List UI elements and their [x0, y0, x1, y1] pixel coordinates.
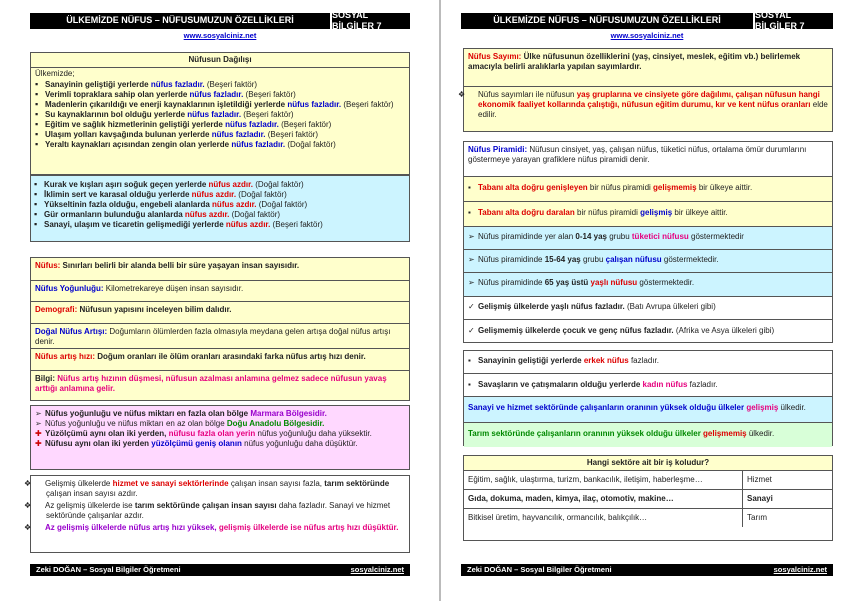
def-bilgi: Bilgi: Nüfus artış hızının düşmesi, nüfusun azalması anlamına gelmez sadece nüfusun yavaş arttığı anlamına gelir. [31, 370, 409, 397]
list-item: ▪ Eğitim ve sağlık hizmetlerinin geliştiği yerlerde nüfus fazladır. (Beşeri faktör) [35, 120, 405, 130]
region-item: ➢ Nüfus yoğunluğu ve nüfus miktarı en fazla olan bölge Marmara Bölgesidir. [35, 409, 327, 418]
pyramid-item: ▪ Tabanı alta doğru genişleyen bir nüfus piramidi gelişmemiş bir ülkeye aittir. [464, 176, 832, 201]
def-dogal-artis: Doğal Nüfus Artışı: Doğumların ölümlerden fazla olmasıyla meydana gelen artışa doğal nüfus artışı denir. [31, 323, 409, 350]
def-demografi: Demografi: Nüfusun yapısını inceleyen bilim dalıdır. [31, 301, 409, 318]
table-cell-sector: Tarım [742, 509, 832, 527]
footer-site-link[interactable]: sosyalciniz.net [350, 565, 404, 575]
sector-table [463, 455, 833, 541]
pyramid-item: ▪ Tabanı alta doğru daralan bir nüfus piramidi gelişmiş bir ülkeye aittir. [464, 201, 832, 226]
development-box [24, 475, 410, 553]
list-item: ▪ Verimli topraklara sahip olan yerlerde nüfus fazladır. (Beşeri faktör) [35, 90, 405, 100]
pyramid-box [463, 141, 833, 296]
footer-author: Zeki DOĞAN – Sosyal Bilgiler Öğretmeni [36, 565, 181, 575]
list-item: ▪ Sanayi, ulaşım ve ticaretin gelişmediği yerlerde nüfus azdır. (Beşeri faktör) [34, 220, 406, 230]
table-row [464, 508, 832, 527]
page-footer [30, 564, 410, 576]
gender-item: ▪ Savaşların ve çatışmaların olduğu yerlerde kadın nüfus fazladır. [464, 373, 832, 396]
header-url[interactable]: www.sosyalciniz.net [183, 31, 257, 40]
development-item: ❖ Gelişmiş ülkelerde hizmet ve sanayi sektörlerinde çalışan insan sayısı fazla, tarım sektöründe çalışan insan sayısı azdır. [24, 479, 390, 498]
def-artis-hizi: Nüfus artış hızı: Doğum oranları ile ölüm oranları arasındaki farka nüfus artış hızı denir. [31, 348, 409, 365]
sparse-box [30, 175, 410, 242]
table-row [464, 489, 832, 508]
pyramid-item: ✓ Gelişmiş ülkelerde yaşlı nüfus fazladır. (Batı Avrupa ülkeleri gibi) [464, 296, 832, 319]
definitions-box [30, 257, 410, 401]
page-right [440, 0, 854, 601]
table-cell-activity: Eğitim, sağlık, ulaştırma, turizm, bankacılık, iletişim, haberleşme… [468, 475, 703, 484]
table-cell-sector: Sanayi [742, 490, 832, 508]
pyramid-box-cont [463, 296, 833, 343]
list-item: ▪ İklimin sert ve karasal olduğu yerlerde nüfus azdır. (Doğal faktör) [34, 190, 406, 200]
list-item: ▪ Sanayinin geliştiği yerlerde nüfus fazladır. (Beşeri faktör) [35, 80, 405, 90]
pyramid-item: ➢ Nüfus piramidinde 65 yaş üstü yaşlı nüfusu göstermektedir. [464, 272, 832, 297]
gender-sector-box [463, 350, 833, 446]
table-cell-sector: Hizmet [742, 471, 832, 489]
region-item: ✚ Nüfusu aynı olan iki yerden yüzölçümü geniş olanın nüfus yoğunluğu daha düşüktür. [35, 439, 358, 448]
sector-item: Sanayi ve hizmet sektöründe çalışanların oranının yüksek olduğu ülkeler gelişmiş ülkedir. [464, 396, 832, 422]
footer-site-link[interactable]: sosyalciniz.net [773, 565, 827, 575]
sector-table-rows [464, 471, 832, 527]
sector-table-title: Hangi sektöre ait bir iş koludur? [464, 456, 832, 471]
page-header [461, 9, 833, 31]
pyramid-definition: Nüfus Piramidi: Nüfusun cinsiyet, yaş, çalışan nüfus, tüketici nüfus, ortalama ömür durumlarını göstermeye yarayan grafiklere nüfus piramidi denir. [468, 145, 807, 164]
table-cell-activity: Bitkisel üretim, hayvancılık, ormancılık, balıkçılık… [468, 513, 648, 522]
header-subject: SOSYAL BİLGİLER 7 [330, 13, 410, 29]
table-row [464, 471, 832, 489]
distribution-intro: Ülkemizde; [35, 69, 75, 78]
list-item: ▪ Gür ormanların bulunduğu alanlarda nüfus azdır. (Doğal faktör) [34, 210, 406, 220]
region-item: ➢ Nüfus yoğunluğu ve nüfus miktarı en az olan bölge Doğu Anadolu Bölgesidir. [35, 419, 325, 428]
region-item: ✚ Yüzölçümü aynı olan iki yerden, nüfusu fazla olan yerin nüfus yoğunluğu daha yüksektir. [35, 429, 372, 438]
regions-box [30, 405, 410, 470]
development-item: ❖ Az gelişmiş ülkelerde ise tarım sektöründe çalışan insan sayısı daha fazladır. Sanayi ve hizmet sektöründe çalışanlar azdır. [24, 501, 391, 520]
header-title: ÜLKEMİZDE NÜFUS – NÜFUSUMUZUN ÖZELLİKLERİ [461, 13, 753, 29]
development-item: ❖ Az gelişmiş ülkelerde nüfus artış hızı yüksek, gelişmiş ülkelerde ise nüfus artış hızı düşüktür. [24, 523, 399, 532]
list-item: ▪ Yükseltinin fazla olduğu, engebeli alanlarda nüfus azdır. (Doğal faktör) [34, 200, 406, 210]
footer-author: Zeki DOĞAN – Sosyal Bilgiler Öğretmeni [467, 565, 612, 575]
census-definition: Nüfus Sayımı: Ülke nüfusunun özelliklerini (yaş, cinsiyet, meslek, eğitim vb.) belirlemek amacıyla belirli aralıklarla yapılan sayımlardır. [468, 52, 801, 71]
header-subject: SOSYAL BİLGİLER 7 [753, 13, 833, 29]
pyramid-item: ➢ Nüfus piramidinde yer alan 0-14 yaş grubu tüketici nüfusu göstermektedir [464, 226, 832, 249]
table-cell-activity: Gıda, dokuma, maden, kimya, ilaç, otomotiv, makine… [468, 494, 674, 503]
census-box [458, 48, 833, 132]
pyramid-item: ➢ Nüfus piramidinde 15-64 yaş grubu çalışan nüfusu göstermektedir. [464, 249, 832, 272]
header-title: ÜLKEMİZDE NÜFUS – NÜFUSUMUZUN ÖZELLİKLERİ [30, 13, 330, 29]
sparse-list [34, 177, 406, 230]
list-item: ▪ Yeraltı kaynakları açısından zengin olan yerlerde nüfus fazladır. (Doğal faktör) [35, 140, 405, 150]
dense-list [31, 80, 409, 150]
def-nufus: Nüfus: Sınırları belirli bir alanda belli bir süre yaşayan insan sayısıdır. [35, 261, 300, 270]
distribution-title: Nüfusun Dağılışı [31, 53, 409, 68]
list-item: ▪ Ulaşım yolları kavşağında bulunan yerlerde nüfus fazladır. (Beşeri faktör) [35, 130, 405, 140]
gender-item: ▪ Sanayinin geliştiği yerlerde erkek nüfus fazladır. [464, 351, 832, 373]
census-info: ❖ Nüfus sayımları ile nüfusun yaş gruplarına ve cinsiyete göre dağılımı, çalışan nüfusun hangi ekonomik faaliyet kollarında çalıştığı, nüfusun eğitim durumu, kır ve kent nüfus oranları elde edilir. [464, 86, 832, 123]
list-item: ▪ Kurak ve kışları aşırı soğuk geçen yerlerde nüfus azdır. (Doğal faktör) [34, 180, 406, 190]
sector-item: Tarım sektöründe çalışanların oranının yüksek olduğu ülkeler gelişmemiş ülkedir. [464, 422, 832, 447]
page-header [30, 9, 410, 31]
list-item: ▪ Madenlerin çıkarıldığı ve enerji kaynaklarının işletildiği yerlerde nüfus fazladır. (Beşeri faktör) [35, 100, 405, 110]
distribution-box [30, 52, 410, 175]
list-item: ▪ Su kaynaklarının bol olduğu yerlerde nüfus fazladır. (Beşeri faktör) [35, 110, 405, 120]
header-url[interactable]: www.sosyalciniz.net [610, 31, 684, 40]
def-yogunluk: Nüfus Yoğunluğu: Kilometrekareye düşen insan sayısıdır. [31, 280, 409, 297]
pyramid-item: ✓ Gelişmemiş ülkelerde çocuk ve genç nüfus fazladır. (Afrika ve Asya ülkeleri gibi) [464, 319, 832, 343]
page-footer [461, 564, 833, 576]
